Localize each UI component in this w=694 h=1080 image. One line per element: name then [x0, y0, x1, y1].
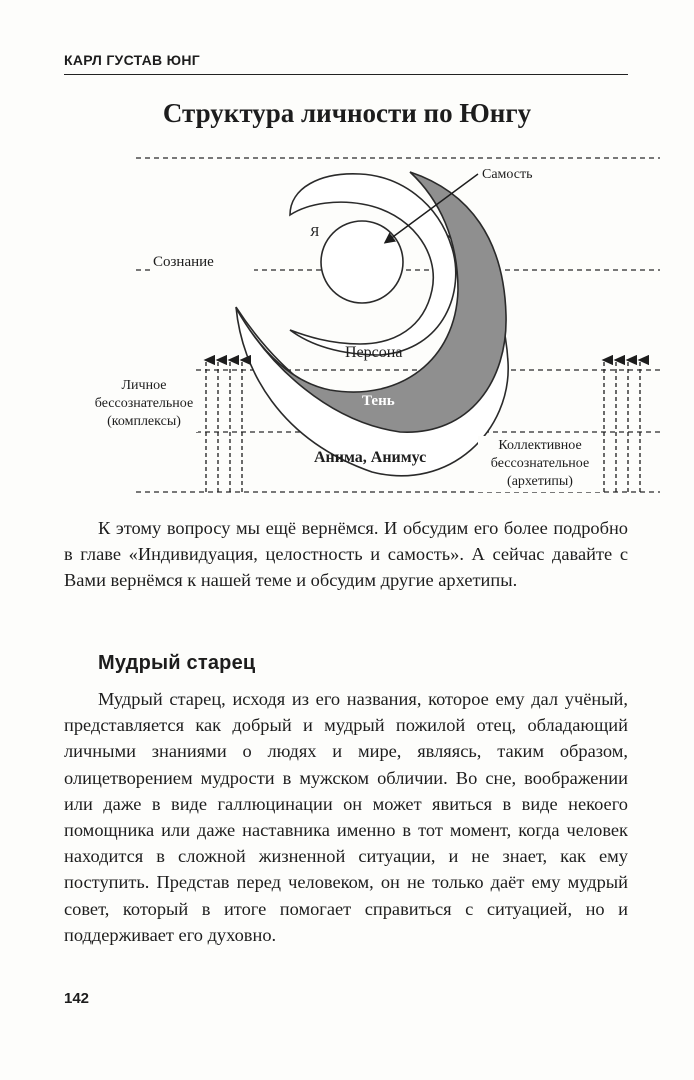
- persona-label: Персона: [345, 344, 403, 361]
- anima-label: Анима, Анимус: [314, 449, 427, 466]
- paragraph-wise-old-man-text: Мудрый старец, исходя из его названия, которое ему дал учёный, представляется как добрый и мудрый пожилой отец, обладающий личными знаниями о людях и мире, являясь, таким образом, олицетворением мудрости в мужском обличии. Во сне, воображении или даже в виде галлюцинации он может явиться в виде некоего помощника или даже наставника именно в тот момент, когда человек находится в сложной жизненной ситуации, и не знает, как ему поступить. Представ перед человеком, он не только даёт ему мудрый совет, который в итоге помогает справиться с ситуацией, но и поддерживает его духовно.: [64, 689, 628, 945]
- page-number: 142: [64, 990, 90, 1007]
- self-circle: [321, 221, 403, 303]
- paragraph-wise-old-man: [64, 686, 628, 948]
- right-upward-arrows: [604, 360, 640, 492]
- paragraph-intro-text: К этому вопросу мы ещё вернёмся. И обсудим его более подробно в главе «Индивидуация, целостность и самость». А сейчас давайте с Вами вернёмся к нашей теме и обсудим другие архетипы.: [64, 518, 628, 591]
- personal-unconscious-label-1: Личное: [121, 378, 167, 393]
- ego-label: Я: [310, 225, 320, 240]
- self-label: Самость: [482, 167, 533, 182]
- personal-unconscious-label-3: (комплексы): [107, 414, 181, 429]
- jung-personality-diagram: [0, 140, 694, 510]
- collective-unconscious-label-1: Коллективное: [498, 438, 582, 453]
- header-rule: [64, 74, 628, 75]
- figure-title: Структура личности по Юнгу: [162, 98, 532, 128]
- personal-unconscious-label-2: бессознательное: [94, 396, 194, 411]
- running-head: КАРЛ ГУСТАВ ЮНГ: [64, 52, 200, 68]
- paragraph-intro: [64, 515, 628, 594]
- consciousness-label: Сознание: [153, 254, 214, 270]
- collective-unconscious-label-2: бессознательное: [490, 456, 590, 471]
- collective-unconscious-label-3: (архетипы): [507, 474, 573, 489]
- section-heading: Мудрый старец: [98, 652, 256, 674]
- shadow-label: Тень: [362, 393, 395, 409]
- left-upward-arrows: [206, 360, 242, 492]
